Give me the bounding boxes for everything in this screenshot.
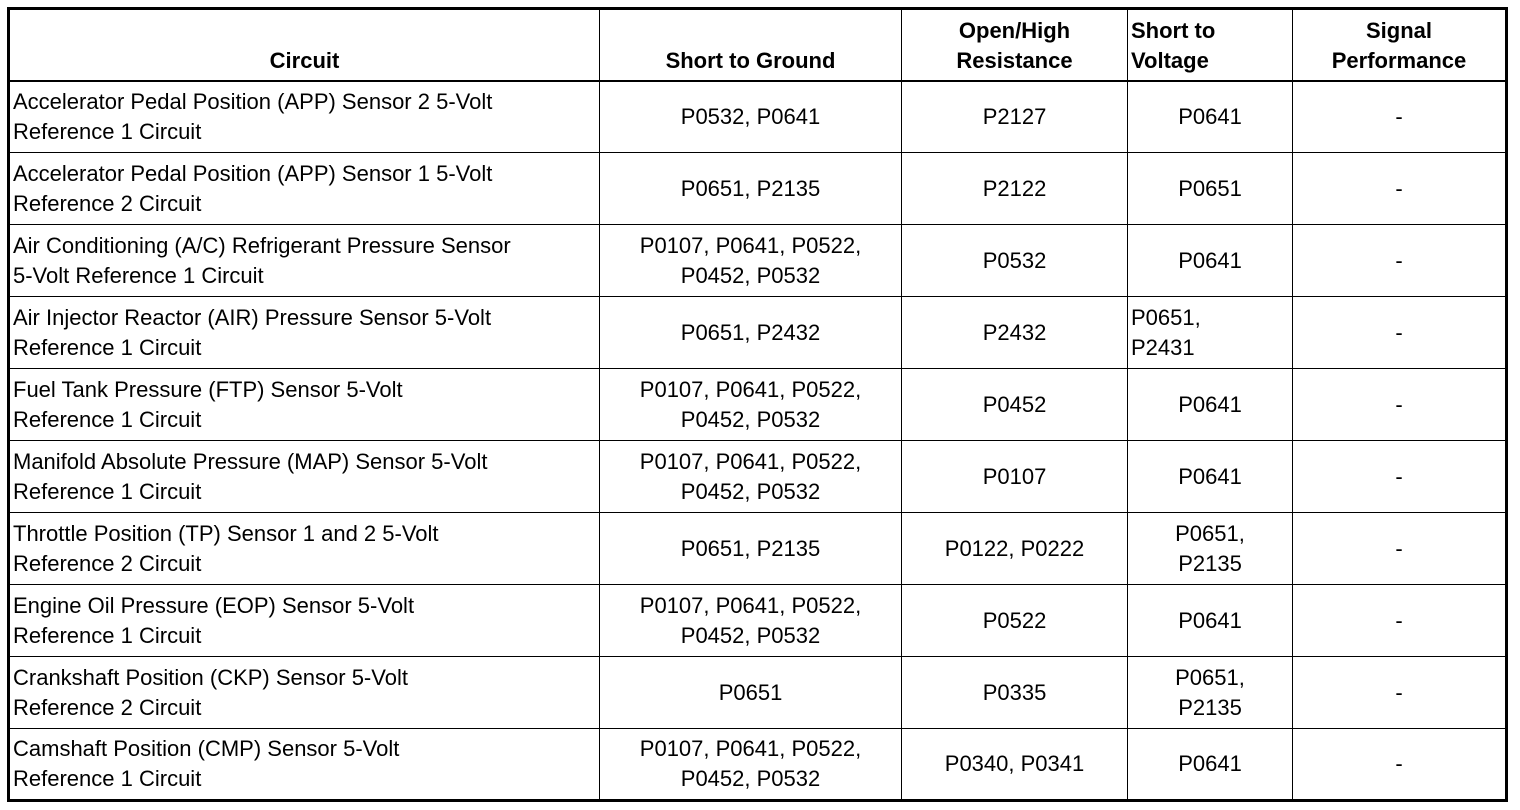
circuit-cell-text: Reference 1 Circuit (13, 478, 202, 504)
circuit-cell-text: Reference 2 Circuit (13, 550, 202, 576)
signal-performance-cell (1293, 153, 1507, 225)
circuit-cell (9, 297, 600, 369)
short-to-ground-cell-text: P0651, P2135 (680, 535, 821, 561)
table-row (9, 585, 1507, 657)
short-to-voltage-cell-text: P0641 (1178, 391, 1242, 417)
short-to-voltage-cell-text: P0641 (1178, 607, 1242, 633)
open-high-resistance-cell (902, 225, 1128, 297)
open-high-resistance-cell (902, 585, 1128, 657)
circuit-cell-text: 5-Volt Reference 1 Circuit (13, 262, 264, 288)
signal-performance-cell-text: - (1395, 247, 1403, 273)
circuit-cell-text: Fuel Tank Pressure (FTP) Sensor 5-Volt (13, 376, 403, 402)
short-to-ground-cell-text: P0651, P2135 (680, 175, 821, 201)
circuit-cell (9, 225, 600, 297)
circuit-cell-text: Engine Oil Pressure (EOP) Sensor 5-Volt (13, 592, 415, 618)
signal-performance-cell-text: - (1395, 319, 1403, 345)
circuit-cell-text: Reference 2 Circuit (13, 190, 202, 216)
circuit-cell (9, 369, 600, 441)
table-row (9, 441, 1507, 513)
short-to-ground-cell-text: P0452, P0532 (680, 622, 821, 648)
header-signal-performance: Signal Performance (1293, 9, 1507, 81)
open-high-resistance-cell (902, 153, 1128, 225)
circuit-cell (9, 441, 600, 513)
signal-performance-cell-text: - (1395, 679, 1403, 705)
short-to-voltage-cell (1128, 297, 1293, 369)
short-to-ground-cell (600, 225, 902, 297)
short-to-ground-cell-text: P0107, P0641, P0522, (639, 376, 862, 402)
signal-performance-cell (1293, 297, 1507, 369)
signal-performance-cell (1293, 585, 1507, 657)
short-to-voltage-cell-text: P2135 (1178, 550, 1242, 576)
table-row (9, 153, 1507, 225)
short-to-voltage-cell-text: P0641 (1178, 103, 1242, 129)
short-to-voltage-cell (1128, 657, 1293, 729)
signal-performance-cell-text: - (1395, 175, 1403, 201)
open-high-resistance-cell-text: P0522 (982, 607, 1047, 633)
short-to-ground-cell (600, 153, 902, 225)
short-to-ground-cell-text: P0651, P2432 (680, 319, 821, 345)
short-to-voltage-cell (1128, 513, 1293, 585)
open-high-resistance-cell (902, 657, 1128, 729)
open-high-resistance-cell (902, 729, 1128, 801)
open-high-resistance-cell-text: P2127 (982, 103, 1047, 129)
circuit-cell-text: Reference 1 Circuit (13, 622, 202, 648)
signal-performance-cell (1293, 225, 1507, 297)
signal-performance-cell (1293, 657, 1507, 729)
short-to-ground-cell (600, 81, 902, 153)
open-high-resistance-cell-text: P0340, P0341 (944, 751, 1085, 776)
short-to-ground-cell-text: P0452, P0532 (680, 766, 821, 791)
open-high-resistance-cell-text: P0452 (982, 391, 1047, 417)
circuit-cell-text: Throttle Position (TP) Sensor 1 and 2 5-Volt (13, 520, 439, 546)
header-circuit: Circuit (9, 9, 600, 81)
open-high-resistance-cell (902, 81, 1128, 153)
open-high-resistance-cell (902, 513, 1128, 585)
circuit-cell-text: Air Injector Reactor (AIR) Pressure Sensor 5-Volt (13, 304, 492, 330)
dtc-table-container (7, 7, 1505, 802)
short-to-ground-cell-text: P0107, P0641, P0522, (639, 592, 862, 618)
open-high-resistance-cell (902, 369, 1128, 441)
header-row (9, 9, 1507, 81)
short-to-ground-cell (600, 513, 902, 585)
circuit-cell (9, 153, 600, 225)
circuit-cell-text: Accelerator Pedal Position (APP) Sensor 1 5-Volt (13, 160, 493, 186)
table-row (9, 225, 1507, 297)
circuit-cell (9, 81, 600, 153)
short-to-voltage-cell-text: P0651, (1175, 664, 1245, 690)
signal-performance-cell-text: - (1395, 103, 1403, 129)
signal-performance-cell (1293, 729, 1507, 801)
signal-performance-cell-text: - (1395, 391, 1403, 417)
open-high-resistance-cell (902, 441, 1128, 513)
signal-performance-cell (1293, 369, 1507, 441)
short-to-voltage-cell-text: P0651 (1178, 175, 1242, 201)
circuit-cell-text: Camshaft Position (CMP) Sensor 5-Volt (13, 736, 400, 761)
circuit-cell-text: Reference 1 Circuit (13, 334, 202, 360)
short-to-voltage-cell-text: P2135 (1178, 694, 1242, 720)
short-to-ground-cell-text: P0107, P0641, P0522, (639, 736, 862, 761)
short-to-ground-cell (600, 297, 902, 369)
short-to-ground-cell-text: P0532, P0641 (680, 103, 821, 129)
table-row (9, 729, 1507, 801)
signal-performance-cell-text: - (1395, 463, 1403, 489)
short-to-voltage-cell-text: P0651, (1131, 304, 1201, 330)
circuit-cell-text: Manifold Absolute Pressure (MAP) Sensor 5-Volt (13, 448, 488, 474)
open-high-resistance-cell-text: P0335 (982, 679, 1047, 705)
circuit-cell (9, 513, 600, 585)
table-row (9, 369, 1507, 441)
open-high-resistance-cell-text: P0532 (982, 247, 1047, 273)
circuit-cell-text: Reference 2 Circuit (13, 694, 202, 720)
short-to-voltage-cell (1128, 153, 1293, 225)
open-high-resistance-cell (902, 297, 1128, 369)
signal-performance-cell (1293, 81, 1507, 153)
open-high-resistance-cell-text: P2122 (982, 175, 1047, 201)
short-to-ground-cell-text: P0107, P0641, P0522, (639, 232, 862, 258)
short-to-ground-cell-text: P0107, P0641, P0522, (639, 448, 862, 474)
signal-performance-cell-text: - (1395, 751, 1403, 776)
open-high-resistance-cell-text: P0107 (982, 463, 1047, 489)
signal-performance-cell-text: - (1395, 607, 1403, 633)
short-to-ground-cell-text: P0452, P0532 (680, 262, 821, 288)
circuit-cell (9, 585, 600, 657)
table-body (9, 81, 1507, 801)
short-to-voltage-cell (1128, 729, 1293, 801)
circuit-cell-text: Accelerator Pedal Position (APP) Sensor 2 5-Volt (13, 88, 493, 114)
short-to-ground-cell-text: P0452, P0532 (680, 478, 821, 504)
short-to-voltage-cell-text: P0641 (1178, 463, 1242, 489)
circuit-cell (9, 657, 600, 729)
circuit-cell-text: Crankshaft Position (CKP) Sensor 5-Volt (13, 664, 408, 690)
short-to-voltage-cell (1128, 225, 1293, 297)
circuit-cell-text: Reference 1 Circuit (13, 118, 202, 144)
open-high-resistance-cell-text: P2432 (982, 319, 1047, 345)
table-row (9, 513, 1507, 585)
signal-performance-cell-text: - (1395, 535, 1403, 561)
table-row (9, 297, 1507, 369)
header-short-to-ground: Short to Ground (600, 9, 902, 81)
short-to-ground-cell (600, 369, 902, 441)
short-to-voltage-cell-text: P2431 (1131, 334, 1195, 360)
table-row (9, 657, 1507, 729)
short-to-voltage-cell (1128, 81, 1293, 153)
short-to-ground-cell (600, 729, 902, 801)
dtc-circuit-table (7, 7, 1508, 802)
signal-performance-cell (1293, 513, 1507, 585)
open-high-resistance-cell-text: P0122, P0222 (944, 535, 1085, 561)
short-to-ground-cell (600, 657, 902, 729)
signal-performance-cell (1293, 441, 1507, 513)
circuit-cell-text: Reference 1 Circuit (13, 406, 202, 432)
circuit-cell-text: Reference 1 Circuit (13, 766, 202, 791)
short-to-voltage-cell (1128, 585, 1293, 657)
table-row (9, 81, 1507, 153)
short-to-voltage-cell (1128, 441, 1293, 513)
short-to-voltage-cell-text: P0641 (1178, 751, 1242, 776)
short-to-ground-cell (600, 585, 902, 657)
short-to-ground-cell (600, 441, 902, 513)
short-to-ground-cell-text: P0452, P0532 (680, 406, 821, 432)
circuit-cell (9, 729, 600, 801)
circuit-cell-text: Air Conditioning (A/C) Refrigerant Pressure Sensor (13, 232, 511, 258)
short-to-voltage-cell-text: P0641 (1178, 247, 1242, 273)
short-to-voltage-cell-text: P0651, (1175, 520, 1245, 546)
header-open-high-resistance: Open/High Resistance (902, 9, 1128, 81)
short-to-ground-cell-text: P0651 (718, 679, 783, 705)
short-to-voltage-cell (1128, 369, 1293, 441)
header-short-to-voltage: Short to Voltage (1128, 9, 1293, 81)
